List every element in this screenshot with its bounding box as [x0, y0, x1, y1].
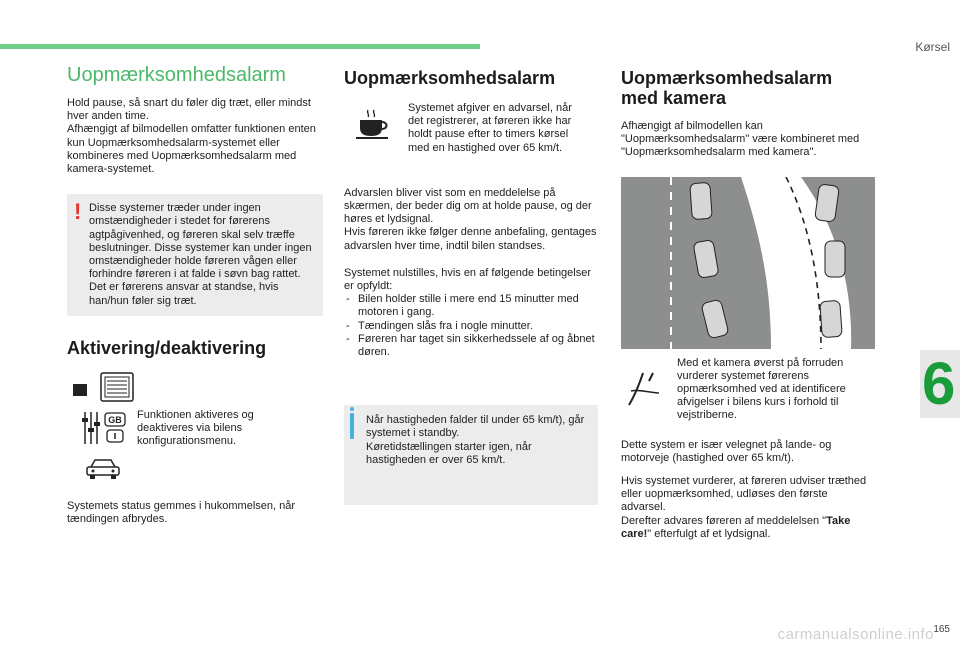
lane-camera-icon [625, 371, 665, 407]
watermark: carmanualsonline.info [777, 626, 934, 643]
alert-paragraph-2: Hvis føreren ikke følger denne anbefaling, gentages advarslen hver time, indtil bilen standses. [344, 226, 597, 252]
info-text-1: Når hastigheden falder til under 65 km/t), går systemet i standby. [366, 414, 585, 440]
info-text-2: Køretidstællingen starter igen, når hastigheden er over 65 km/t. [366, 440, 532, 466]
coffee-cup-icon [354, 108, 398, 142]
camera-text: Med et kamera øverst på forruden vurderer systemet førerens opmærksomhed ved at identificere afvigelser i bilens kurs i forhold til vejstriberne. [677, 356, 846, 422]
list-item: - Tændingen slås fra i nogle minutter. [344, 320, 598, 333]
intro-paragraph-2: Afhængigt af bilmodellen omfatter funktionen enten kun Uopmærksomhedsalarm-systemet eller kombineres med Uopmærksomhedsalarm med kamera-systemet. [67, 123, 316, 176]
display-screen-icon [73, 372, 135, 402]
page-title: Uopmærksomhedsalarm [67, 64, 286, 86]
warning-text-2: Det er førerens ansvar at standse, hvis han/hun føler sig træt. [89, 281, 279, 307]
settings-gb-icon [81, 410, 127, 446]
alert-paragraph-1: Advarslen bliver vist som en meddelelse på skærmen, der beder dig om at holde pause, og der høres et lydsignal. [344, 186, 592, 226]
column-3 [621, 64, 875, 541]
svg-text:GB: GB [108, 414, 122, 425]
activation-icons [67, 372, 323, 482]
intro-paragraph-1: Hold pause, så snart du føler dig træt, eller mindst hver anden time. [67, 97, 311, 123]
warning-mark-icon: ! [74, 199, 82, 225]
car-icon [85, 458, 121, 480]
column-1 [67, 64, 323, 526]
heading-line-2: med kamera [621, 88, 727, 108]
alert-text [621, 515, 875, 541]
detect-text: Hvis systemet vurderer, at føreren udviser træthed eller uopmærksomhed, udløses den første advarsel. [621, 475, 867, 514]
activation-heading: Aktivering/deaktivering [67, 337, 267, 358]
column-3-heading [621, 68, 875, 108]
warning-text-1: Disse systemer træder under ingen omstændigheder i stedet for førerens agtpågivenhed, og føreren skal selv træffe beslutninger. Disse systemer kan under ingen omstændigheder holde føreren vågen eller forhindre føreren i at falde i søvn bag rattet. [89, 202, 312, 281]
list-item: - Føreren har taget sin sikkerhedssele af og åbnet døren. [344, 333, 598, 359]
camera-row [621, 357, 875, 423]
chapter-tab [920, 350, 960, 418]
page-number: 165 [933, 624, 950, 635]
alert-text-post: " efterfulgt af et lydsignal. [647, 527, 771, 540]
list-item: - Bilen holder stille i mere end 15 minutter med motoren i gang. [344, 293, 598, 319]
reset-list [344, 293, 598, 359]
section-title: Kørsel [915, 40, 950, 54]
lane-diagram [621, 177, 875, 349]
memory-text: Systemets status gemmes i hukommelsen, når tændingen afbrydes. [67, 499, 296, 526]
column-2-heading: Uopmærksomhedsalarm [344, 68, 556, 88]
camera-intro: Afhængigt af bilmodellen kan "Uopmærksomhedsalarm" være kombineret med "Uopmærksomhedsalarm med kamera". [621, 120, 860, 159]
coffee-text: Systemet afgiver en advarsel, når det registrerer, at føreren ikke har holdt pause efter to timers kørsel med en hastighed over 65 km/t. [408, 102, 572, 154]
info-box [344, 405, 598, 505]
warning-box [67, 194, 323, 316]
chapter-number: 6 [922, 350, 956, 417]
alert-text-bold: Take care! [621, 514, 851, 540]
activation-text: Funktionen aktiveres og deaktiveres via bilens konfigurationsmenu. [137, 408, 254, 448]
column-2 [344, 64, 598, 505]
alert-text-pre: Derefter advares føreren af meddelelsen " [621, 514, 827, 527]
reset-intro: Systemet nulstilles, hvis en af følgende betingelser er opfyldt: [344, 266, 592, 293]
coffee-row [344, 102, 598, 155]
heading-line-1: Uopmærksomhedsalarm [621, 68, 833, 88]
top-accent-bar [0, 44, 480, 49]
info-mark-icon [350, 413, 354, 439]
suited-text: Dette system er især velegnet på lande- og motorveje (hastighed over 65 km/t). [621, 438, 832, 464]
